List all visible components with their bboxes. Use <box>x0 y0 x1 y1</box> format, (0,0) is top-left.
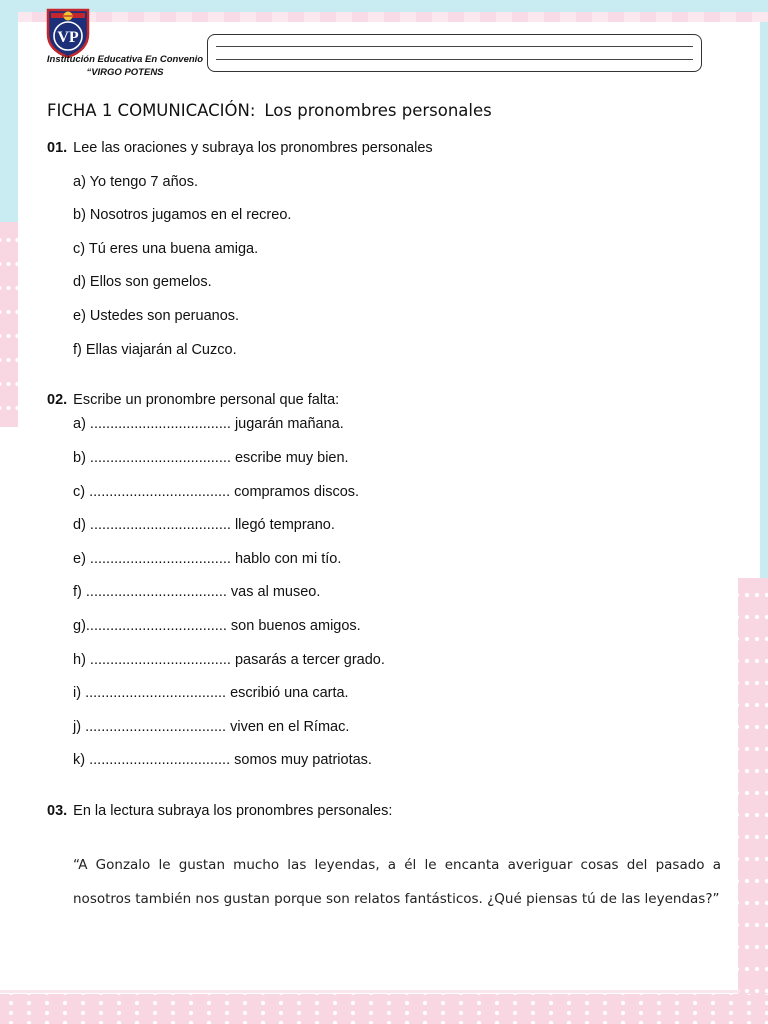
section1-item: a) Yo tengo 7 años. <box>73 174 198 190</box>
section1-item: c) Tú eres una buena amiga. <box>73 241 259 257</box>
right-border-blue <box>760 22 768 580</box>
school-logo <box>43 4 93 58</box>
section1-item: b) Nosotros jugamos en el recreo. <box>73 207 292 223</box>
bottom-border-line <box>0 990 740 993</box>
top-border-pink <box>0 12 768 22</box>
left-border-pink <box>0 222 18 427</box>
school-name-line1: Institución Educativa En Convenio <box>46 54 204 65</box>
section1-number: 01. <box>47 140 68 156</box>
reading-line-2: nosotros también nos gustan porque son relatos fantásticos. ¿Qué piensas tú de las leyendas?” <box>73 891 720 907</box>
logo-letters: VP <box>57 29 79 46</box>
section3-heading <box>47 803 392 819</box>
section2-item: e) ................................... hablo con mi tío. <box>73 551 342 567</box>
grade-line <box>216 59 693 60</box>
section1-item: d) Ellos son gemelos. <box>73 274 212 290</box>
section2-item: b) ................................... escribe muy bien. <box>73 450 349 466</box>
section1-item: e) Ustedes son peruanos. <box>73 308 240 324</box>
top-border-blue <box>0 0 768 12</box>
section2-item: d) ................................... llegó temprano. <box>73 517 335 533</box>
section2-item: a) ................................... jugarán mañana. <box>73 416 344 432</box>
title-prefix: FICHA 1 COMUNICACIÓN: <box>47 101 256 120</box>
section2-instruction: Escribe un pronombre personal que falta: <box>73 392 340 408</box>
reading-line-1: “A Gonzalo le gustan mucho las leyendas, a él le encanta averiguar cosas del pasado a <box>73 857 721 873</box>
student-name-box[interactable] <box>207 34 702 72</box>
right-border-pink <box>738 578 768 996</box>
section2-heading <box>47 392 339 408</box>
name-line <box>216 46 693 47</box>
section2-item: g)................................... son buenos amigos. <box>73 618 361 634</box>
school-name-line2: “VIRGO POTENS <box>86 67 164 78</box>
section3-instruction: En la lectura subraya los pronombres personales: <box>73 803 393 819</box>
page-title <box>47 100 492 121</box>
section2-item: k) ................................... somos muy patriotas. <box>73 752 372 768</box>
section2-item: c) ................................... compramos discos. <box>73 484 360 500</box>
left-border-blue <box>0 12 18 222</box>
reading-paragraph <box>73 848 721 916</box>
title-topic: Los pronombres personales <box>264 101 492 120</box>
section2-item: j) ................................... viven en el Rímac. <box>73 719 350 735</box>
section3-number: 03. <box>47 803 68 819</box>
school-name <box>40 53 210 79</box>
section2-item: f) ................................... vas al museo. <box>73 584 321 600</box>
bottom-border-pink <box>0 994 768 1024</box>
section2-item: i) ................................... escribió una carta. <box>73 685 349 701</box>
section1-item: f) Ellas viajarán al Cuzco. <box>73 342 237 358</box>
section1-instruction: Lee las oraciones y subraya los pronombres personales <box>73 140 433 156</box>
section2-item: h) ................................... pasarás a tercer grado. <box>73 652 385 668</box>
section2-number: 02. <box>47 392 68 408</box>
section1-heading <box>47 140 433 156</box>
